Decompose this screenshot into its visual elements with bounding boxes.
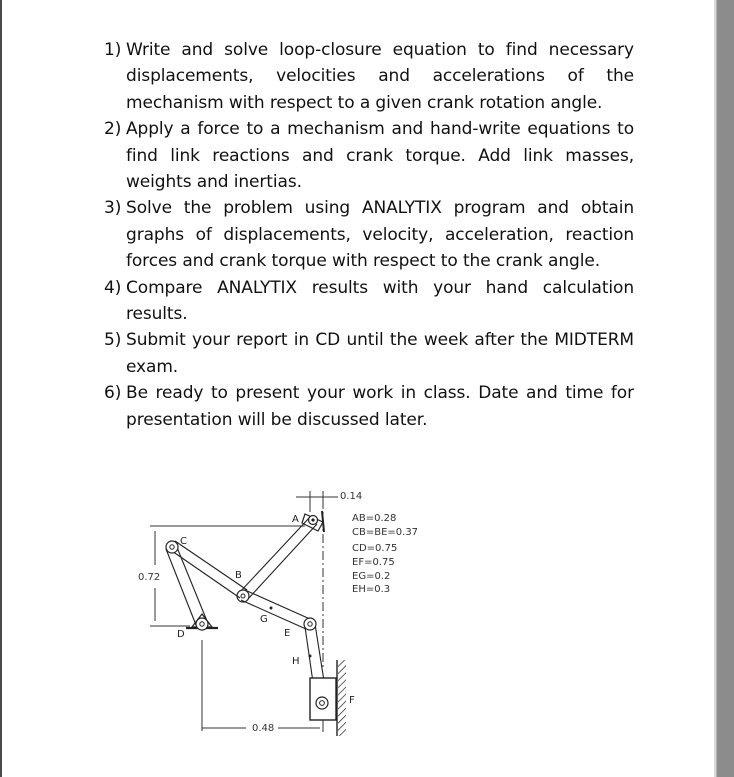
ground-wall — [337, 660, 346, 736]
label-a: A — [292, 514, 299, 525]
link-lengths-list — [352, 513, 418, 595]
dim-height-label: 0.72 — [138, 572, 161, 583]
label-c: C — [180, 536, 187, 547]
label-e: E — [284, 628, 291, 639]
link-length-item: EG=0.2 — [352, 571, 391, 582]
mass-center-h — [309, 655, 312, 658]
pin-a — [309, 516, 318, 525]
label-f: F — [349, 695, 355, 706]
link-length-item: AB=0.28 — [352, 513, 397, 524]
link-ab — [239, 517, 317, 600]
dim-offset-label: 0.14 — [340, 491, 363, 502]
slider-block-f — [310, 678, 336, 720]
link-length-item: CD=0.75 — [352, 543, 398, 554]
label-d: D — [177, 629, 185, 640]
dimension-offset — [296, 491, 338, 512]
item-number: 3) — [104, 198, 122, 219]
item-text: Apply a force to a mechanism and hand-write equations to find link reactions and crank torque. Add link masses, weights and inertias. — [126, 119, 634, 193]
pin-b — [237, 590, 249, 602]
label-h: H — [292, 656, 300, 667]
link-cd — [166, 545, 207, 625]
dimension-width — [202, 640, 323, 732]
item-number: 5) — [104, 330, 122, 351]
item-text: Be ready to present your work in class. Date and time for presentation will be discussed later. — [126, 383, 634, 430]
item-text: Submit your report in CD until the week after the MIDTERM exam. — [126, 330, 634, 377]
item-number: 2) — [104, 119, 122, 140]
mass-center-g — [270, 607, 273, 610]
dim-width-label: 0.48 — [252, 723, 275, 734]
item-text: Solve the problem using ANALYTIX program and obtain graphs of displacements, velocity, acceleration, reaction forces and crank torque with respect to the crank angle. — [126, 198, 634, 272]
pin-c — [166, 541, 178, 553]
item-text: Write and solve loop-closure equation to find necessary displacements, velocities and accelerations of the mechanism with respect to a given crank rotation angle. — [126, 40, 634, 113]
label-b: B — [235, 570, 242, 581]
item-text: Compare ANALYTIX results with your hand calculation results. — [126, 277, 634, 325]
link-length-item: CB=BE=0.37 — [352, 527, 419, 538]
item-number: 1) — [104, 40, 122, 60]
pin-d — [196, 618, 208, 630]
pin-e — [304, 618, 316, 630]
item-number: 6) — [104, 383, 122, 404]
link-length-item: EF=0.75 — [352, 557, 395, 568]
link-length-item: EH=0.3 — [352, 584, 391, 595]
item-number: 4) — [104, 277, 122, 298]
label-g: G — [260, 614, 268, 625]
